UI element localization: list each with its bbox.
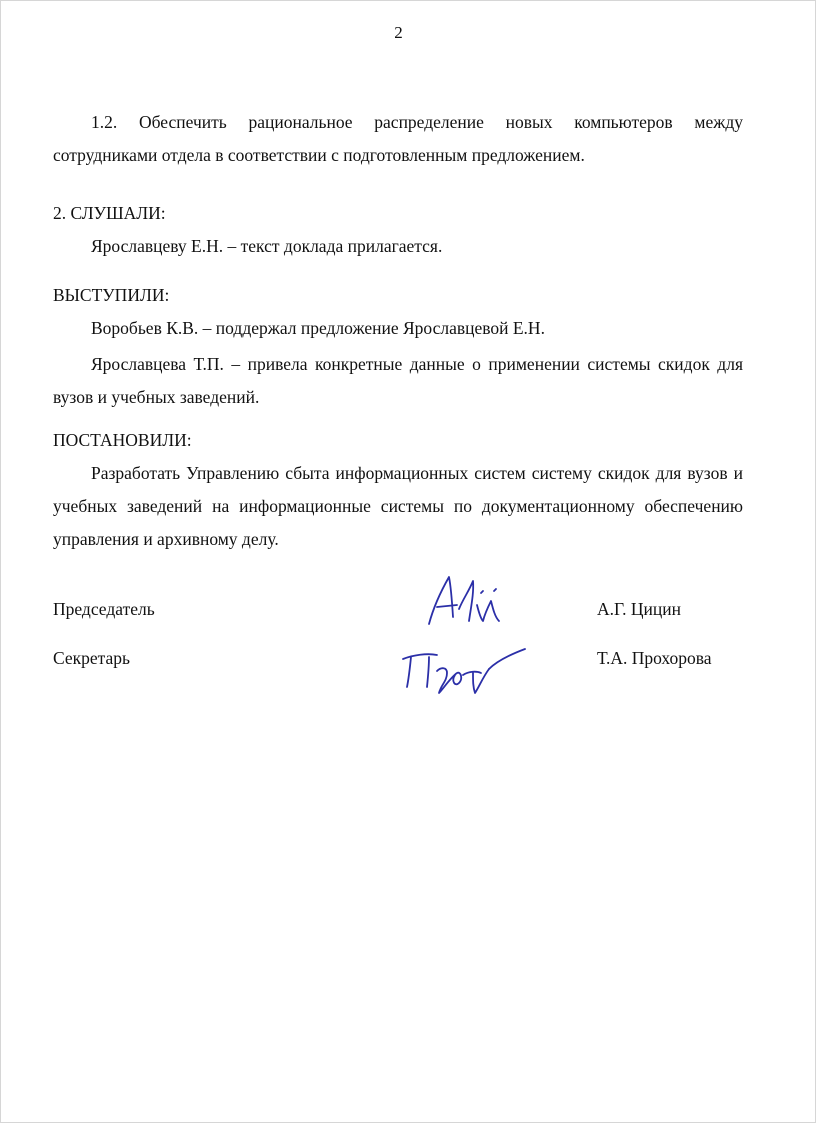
- secretary-name: Т.А. Прохорова: [597, 648, 712, 668]
- page-number: 2: [394, 23, 403, 42]
- spoke-paragraph-1: Воробьев К.В. – поддержал предложение Ярославцевой Е.Н.: [91, 318, 545, 338]
- resolved-heading: ПОСТАНОВИЛИ:: [53, 430, 192, 450]
- secretary-handwritten-signature: [397, 637, 533, 703]
- secretary-role: Секретарь: [53, 648, 131, 668]
- heard-section: [53, 197, 743, 263]
- resolved-section: [53, 424, 743, 556]
- chair-role: Председатель: [53, 599, 155, 619]
- spoke-paragraph-2: Ярославцева Т.П. – привела конкретные данные о применении системы скидок для вузов и учебных заведений.: [53, 354, 743, 407]
- chair-name: А.Г. Цицин: [597, 599, 682, 619]
- spoke-heading: ВЫСТУПИЛИ:: [53, 285, 170, 305]
- chair-handwritten-signature: [419, 569, 511, 639]
- heard-heading: 2. СЛУШАЛИ:: [53, 203, 166, 223]
- spoke-section: [53, 279, 743, 414]
- resolved-text: Разработать Управлению сбыта информационных систем систему скидок для вузов и учебных заведений на информационные системы по документационному обеспечению управления и архивному делу.: [53, 463, 743, 549]
- chair-signature-row: [53, 599, 743, 629]
- item-1-2-paragraph: 1.2. Обеспечить рациональное распределение новых компьютеров между сотрудниками отдела в соответствии с подготовленным предложением.: [53, 112, 743, 165]
- item-1-2-block: [53, 106, 743, 172]
- heard-text: Ярославцеву Е.Н. – текст доклада прилагается.: [91, 236, 443, 256]
